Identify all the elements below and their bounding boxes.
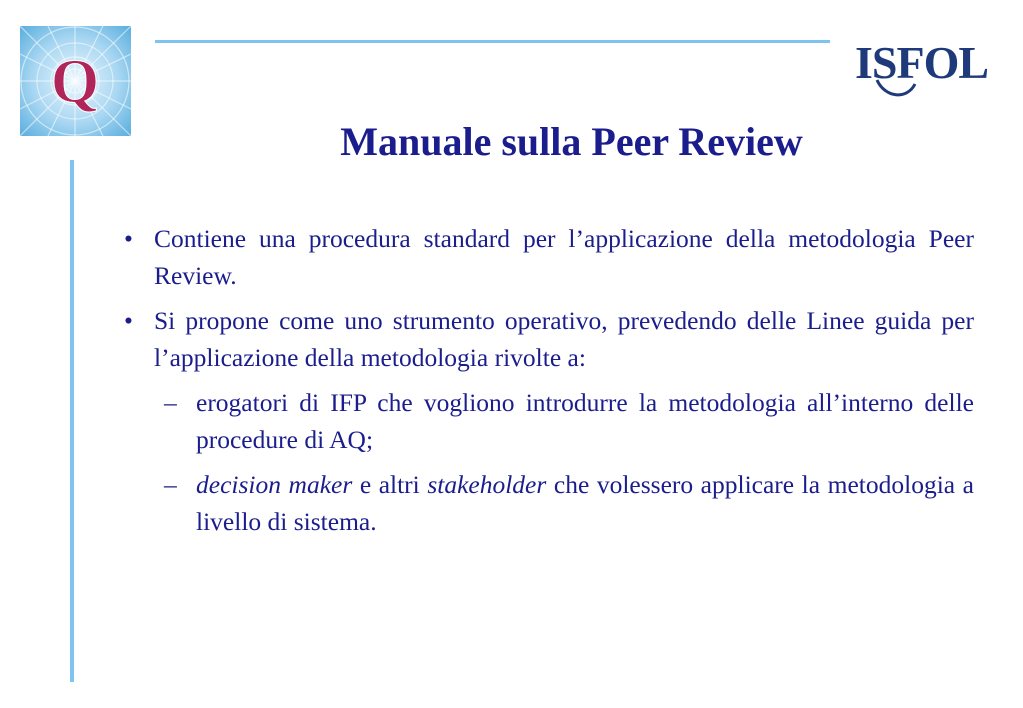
isfol-logo-graphic <box>855 28 995 100</box>
slide-body <box>118 220 974 548</box>
bullet-item <box>118 220 974 294</box>
isfol-logo-text: ISFOL <box>855 37 989 88</box>
isfol-logo <box>855 28 995 100</box>
sub-bullet-item <box>118 384 974 458</box>
sub-bullet-text-part: e altri <box>352 470 428 499</box>
bullet-dot-icon: • <box>124 306 133 335</box>
sub-bullet-item <box>118 466 974 540</box>
top-divider-line <box>155 40 830 43</box>
italic-term-stakeholder: stakeholder <box>427 470 547 499</box>
sub-bullet-text <box>196 466 974 540</box>
sub-bullet-text-part: che volessero applicare la metodologia a livello di sistema. <box>196 470 974 536</box>
slide-title: Manuale sulla Peer Review <box>340 119 803 164</box>
dash-bullet-icon: – <box>164 388 177 417</box>
bullet-text: Contiene una procedura standard per l’applicazione della metodologia Peer Review. <box>154 224 974 290</box>
bullet-dot-icon: • <box>124 224 133 253</box>
sub-bullet-text: erogatori di IFP che vogliono introdurre la metodologia all’interno delle procedure di AQ; <box>196 388 974 454</box>
bullet-text: Si propone come uno strumento operativo, prevedendo delle Linee guida per l’applicazione della metodologia rivolte a: <box>154 306 974 372</box>
italic-term-decision-maker: decision maker <box>196 470 353 499</box>
bullet-item <box>118 302 974 376</box>
dash-bullet-icon: – <box>164 470 177 499</box>
q-logo-letter: Q <box>50 48 100 116</box>
left-divider-line <box>70 160 74 682</box>
